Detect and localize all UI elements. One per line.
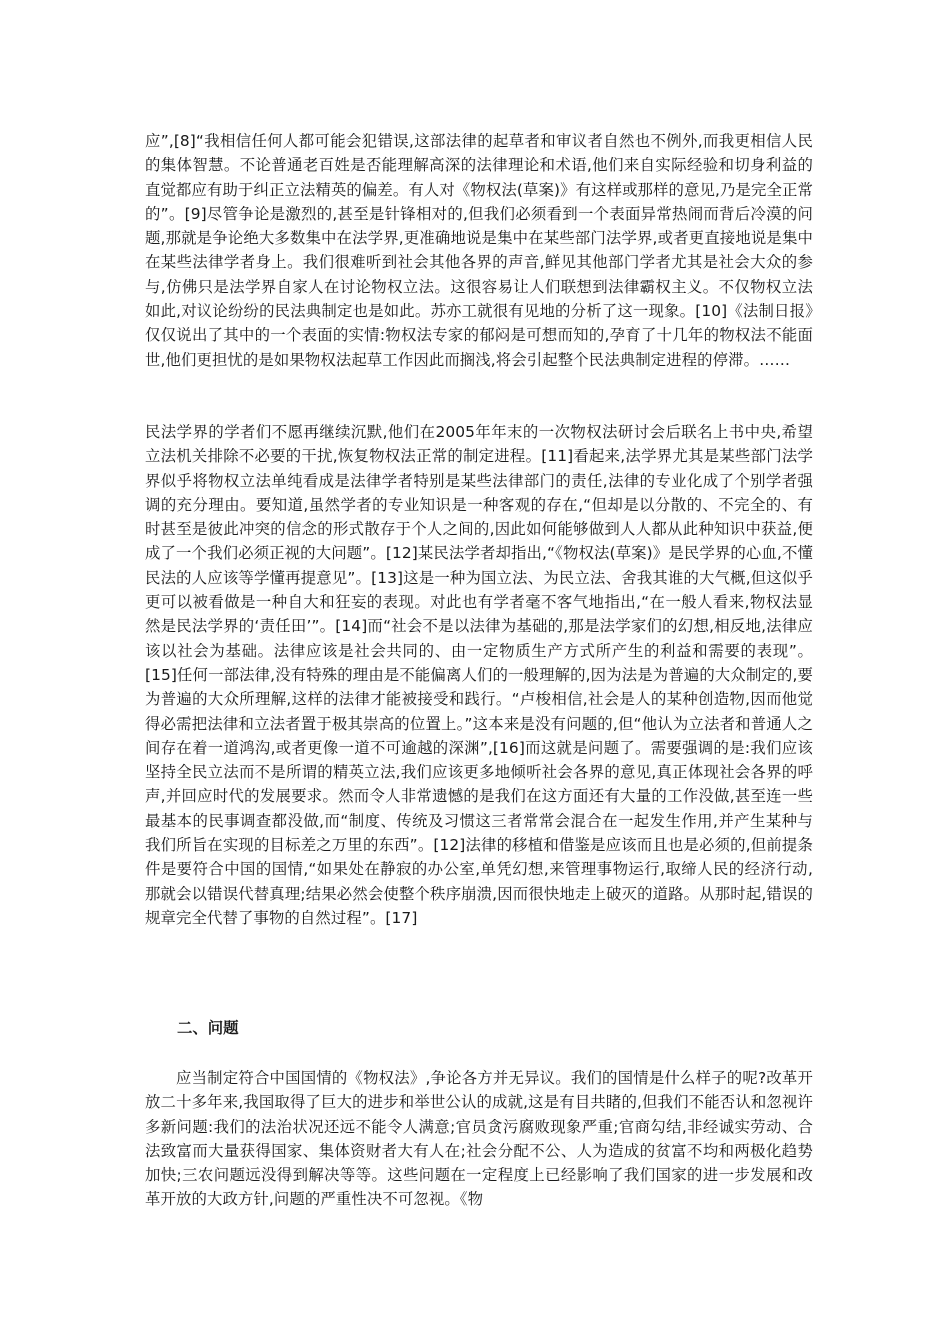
section-heading: 二、问题	[177, 1019, 239, 1037]
body-paragraph-3: 应当制定符合中国国情的《物权法》,争论各方并无异议。我们的国情是什么样子的呢?改革开放二十多年来,我国取得了巨大的进步和举世公认的成就,这是有目共睹的,但我们不能否认和忽视许多新问题:我们的法治状况还远不能令人满意;官员贪污腐败现象严重;官商勾结,非经诚实劳动、合法致富而大量获得国家、集体资财者大有人在;社会分配不公、人为造成的贫富不均和两极化趋势加快;三农问题远没得到解决等等。这些问题在一定程度上已经影响了我们国家的进一步发展和改革开放的大政方针,问题的严重性决不可忽视。《物	[145, 1069, 813, 1209]
body-paragraph-2: 民法学界的学者们不愿再继续沉默,他们在2005年年末的一次物权法研讨会后联名上书中央,希望立法机关排除不必要的干扰,恢复物权法正常的制定进程。[11]看起来,法学界尤其是某些部门法学界似乎将物权立法单纯看成是法律学者特别是某些法律部门的责任,法律的专业化成了个别学者强调的充分理由。要知道,虽然学者的专业知识是一种客观的存在,“但却是以分散的、不完全的、有时甚至是彼此冲突的信念的形式散存于个人之间的,因此如何能够做到人人都从此种知识中获益,便成了一个我们必须正视的大问题”。[12]某民法学者却指出,“《物权法(草案)》是民学界的心血,不懂民法的人应该等学懂再提意见”。[13]这是一种为国立法、为民立法、舍我其谁的大气概,但这似乎更可以被看做是一种自大和狂妄的表现。对此也有学者毫不客气地指出,“在一般人看来,物权法显然是民法学界的‘责任田’”。[14]而“社会不是以法律为基础的,那是法学家们的幻想,相反地,法律应该以社会为基础。法律应该是社会共同的、由一定物质生产方式所产生的利益和需要的表现”。[15]任何一部法律,没有特殊的理由是不能偏离人们的一般理解的,因为法是为普遍的大众制定的,要为普遍的大众所理解,这样的法律才能被接受和践行。“卢梭相信,社会是人的某种创造物,因而他觉得必需把法律和立法者置于极其崇高的位置上。”这本来是没有问题的,但“他认为立法者和普通人之间存在着一道鸿沟,或者更像一道不可逾越的深渊”,[16]而这就是问题了。需要强调的是:我们应该坚持全民立法而不是所谓的精英立法,我们应该更多地倾听社会各界的意见,真正体现社会各界的呼声,并回应时代的发展要求。然而令人非常遗憾的是我们在这方面还有大量的工作没做,甚至连一些最基本的民事调查都没做,而“制度、传统及习惯这三者常常会混合在一起发生作用,并产生某种与我们所旨在实现的目标差之万里的东西”。[12]法律的移植和借鉴是应该而且也是必须的,但前提条件是要符合中国的国情,“如果处在静寂的办公室,单凭幻想,来管理事物运行,取缔人民的经济行动,那就会以错误代替真理;结果必然会使整个秩序崩溃,因而很快地走上破灭的道路。从那时起,错误的规章完全代替了事物的自然过程”。[17]	[145, 423, 813, 927]
body-paragraph-1: 应”,[8]“我相信任何人都可能会犯错误,这部法律的起草者和审议者自然也不例外,而我更相信人民的集体智慧。不论普通老百姓是否能理解高深的法律理论和术语,他们来自实际经验和切身利益的直觉都应有助于纠正立法精英的偏差。有人对《物权法(草案)》有这样或那样的意见,乃是完全正常的”。[9]尽管争论是激烈的,甚至是针锋相对的,但我们必须看到一个表面异常热闹而背后冷漠的问题,那就是争论绝大多数集中在法学界,更准确地说是集中在某些部门法学界,或者更直接地说是集中在某些法律学者身上。我们很难听到社会其他各界的声音,鲜见其他部门学者尤其是社会大众的参与,仿佛只是法学界自家人在讨论物权立法。这很容易让人们联想到法律霸权主义。不仅物权立法如此,对议论纷纷的民法典制定也是如此。苏亦工就很有见地的分析了这一现象。[10]《法制日报》仅仅说出了其中的一个表面的实情:物权法专家的郁闷是可想而知的,孕育了十几年的物权法不能面世,他们更担忧的是如果物权法起草工作因此而搁浅,将会引起整个民法典制定进程的停滞。……	[145, 132, 813, 369]
